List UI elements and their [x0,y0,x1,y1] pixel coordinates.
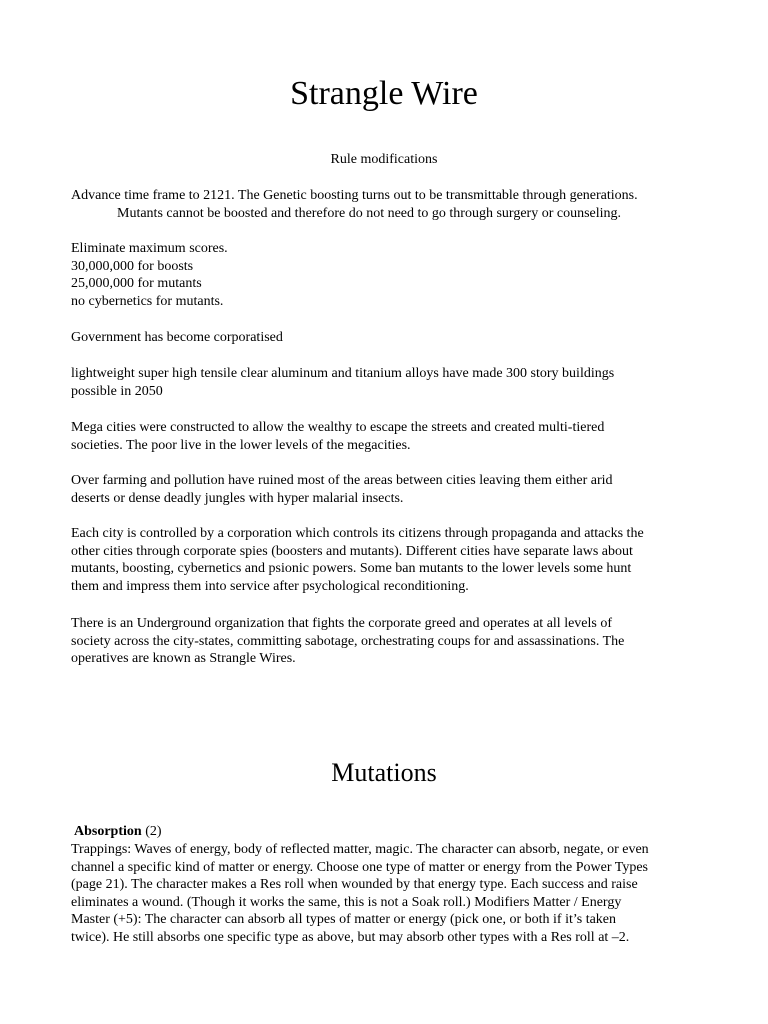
text-line: 25,000,000 for mutants [71,276,202,292]
text-line: Government has become corporatised [71,330,283,345]
paragraph-underground [71,615,703,668]
section-title: Mutations [331,758,437,787]
paragraph-time-frame [71,187,703,222]
text-line: eliminates a wound. (Though it works the same, this is not a Soak roll.) Modifiers Matter / Energy [71,894,622,910]
text-line: Over farming and pollution have ruined most of the areas between cities leaving them either arid [71,473,613,488]
paragraph-farming [71,472,703,507]
text-line: channel a specific kind of matter or energy. Choose one type of matter or energy from the Power Types [71,859,648,875]
text-line: lightweight super high tensile clear aluminum and titanium alloys have made 300 story buildings [71,366,615,381]
text-line: mutants, boosting, cybernetics and psionic powers. Some ban mutants to the lower levels some hunt [71,561,632,577]
mutation-name: Absorption [74,824,142,839]
text-line: society across the city-states, committing sabotage, orchestrating coups for and assassinations. The [71,633,625,649]
text-line: There is an Underground organization that fights the corporate greed and operates at all levels of [71,616,613,631]
text-line: Eliminate maximum scores. [71,241,228,256]
text-line: deserts or dense deadly jungles with hyper malarial insects. [71,490,404,506]
text-line: (page 21). The character makes a Res roll when wounded by that energy type. Each success and raise [71,877,638,893]
paragraph-buildings [71,365,703,400]
text-line: operatives are known as Strangle Wires. [71,651,296,667]
text-line: other cities through corporate spies (boosters and mutants). Different cities have separate laws about [71,543,633,559]
document-title: Strangle Wire [290,75,478,112]
document-subtitle: Rule modifications [330,152,438,167]
text-line: possible in 2050 [71,383,163,399]
text-line: Trappings: Waves of energy, body of reflected matter, magic. The character can absorb, negate, or even [71,842,649,857]
paragraph-maximum-scores [71,240,703,310]
text-line: Each city is controlled by a corporation which controls its citizens through propaganda and attacks the [71,526,644,541]
paragraph-government [71,329,703,347]
paragraph-city-control [71,525,703,595]
text-line: Mega cities were constructed to allow the wealthy to escape the streets and created multi-tiered [71,420,605,435]
text-line: 30,000,000 for boosts [71,258,194,274]
text-line: societies. The poor live in the lower levels of the megacities. [71,437,411,453]
mutation-entry-heading [74,823,162,841]
text-line: Advance time frame to 2121. The Genetic boosting turns out to be transmittable through generations. [71,188,638,203]
text-line: twice). He still absorbs one specific type as above, but may absorb other types with a Res roll at –2. [71,929,630,945]
mutation-entry-description [71,841,703,947]
paragraph-mega-cities [71,419,703,454]
text-line: Mutants cannot be boosted and therefore do not need to go through surgery or counseling. [117,205,622,221]
text-line: no cybernetics for mutants. [71,293,224,309]
text-line: Master (+5): The character can absorb all types of matter or energy (pick one, or both if it’s taken [71,912,617,928]
text-line: them and impress them into service after psychological reconditioning. [71,578,469,594]
mutation-cost: (2) [145,824,162,839]
